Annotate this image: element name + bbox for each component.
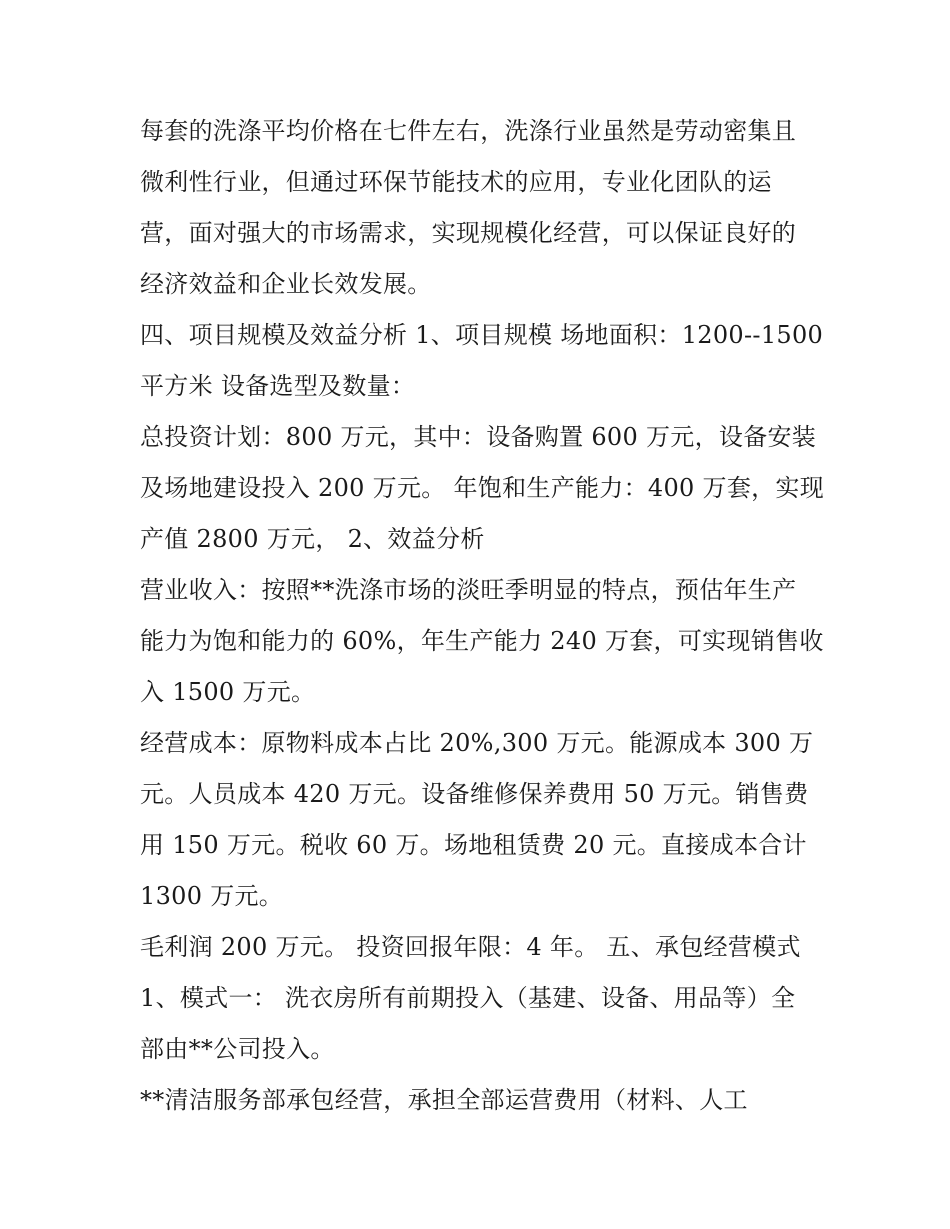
document-body — [140, 106, 830, 1126]
text-line: 平方米 设备选型及数量： — [140, 372, 416, 400]
paragraph-profit-and-mode — [140, 922, 830, 1075]
text-line: 及场地建设投入 200 万元。 年饱和生产能力：400 万套，实现 — [140, 474, 825, 502]
paragraph-contract-operation — [140, 1075, 830, 1126]
paragraph-revenue — [140, 565, 830, 718]
paragraph-operating-cost — [140, 718, 830, 922]
text-line: 部由**公司投入。 — [140, 1035, 335, 1063]
text-line: 产值 2800 万元， 2、效益分析 — [140, 525, 485, 553]
text-line: 每套的洗涤平均价格在七件左右，洗涤行业虽然是劳动密集且 — [140, 117, 797, 145]
paragraph-project-scale — [140, 310, 830, 412]
paragraph-industry-summary — [140, 106, 830, 310]
text-line: 用 150 万元。税收 60 万。场地租赁费 20 元。直接成本合计 — [140, 831, 807, 859]
text-line: 1、模式一： 洗衣房所有前期投入（基建、设备、用品等）全 — [140, 984, 796, 1012]
text-line: 1300 万元。 — [140, 882, 284, 910]
text-line: 能力为饱和能力的 60%，年生产能力 240 万套，可实现销售收 — [140, 627, 824, 655]
paragraph-investment-plan — [140, 412, 830, 565]
text-line: **清洁服务部承包经营，承担全部运营费用（材料、人工 — [140, 1086, 748, 1114]
text-line: 营业收入：按照**洗涤市场的淡旺季明显的特点，预估年生产 — [140, 576, 797, 604]
text-line: 元。人员成本 420 万元。设备维修保养费用 50 万元。销售费 — [140, 780, 809, 808]
text-line: 总投资计划：800 万元，其中：设备购置 600 万元，设备安装 — [140, 423, 817, 451]
text-line: 入 1500 万元。 — [140, 678, 316, 706]
text-line: 经营成本：原物料成本占比 20%,300 万元。能源成本 300 万 — [140, 729, 814, 757]
text-line: 四、项目规模及效益分析 1、项目规模 场地面积：1200--1500 — [140, 321, 824, 349]
text-line: 毛利润 200 万元。 投资回报年限：4 年。 五、承包经营模式 — [140, 933, 801, 961]
text-line: 经济效益和企业长效发展。 — [140, 270, 432, 298]
text-line: 微利性行业，但通过环保节能技术的应用，专业化团队的运 — [140, 168, 772, 196]
text-line: 营，面对强大的市场需求，实现规模化经营，可以保证良好的 — [140, 219, 797, 247]
